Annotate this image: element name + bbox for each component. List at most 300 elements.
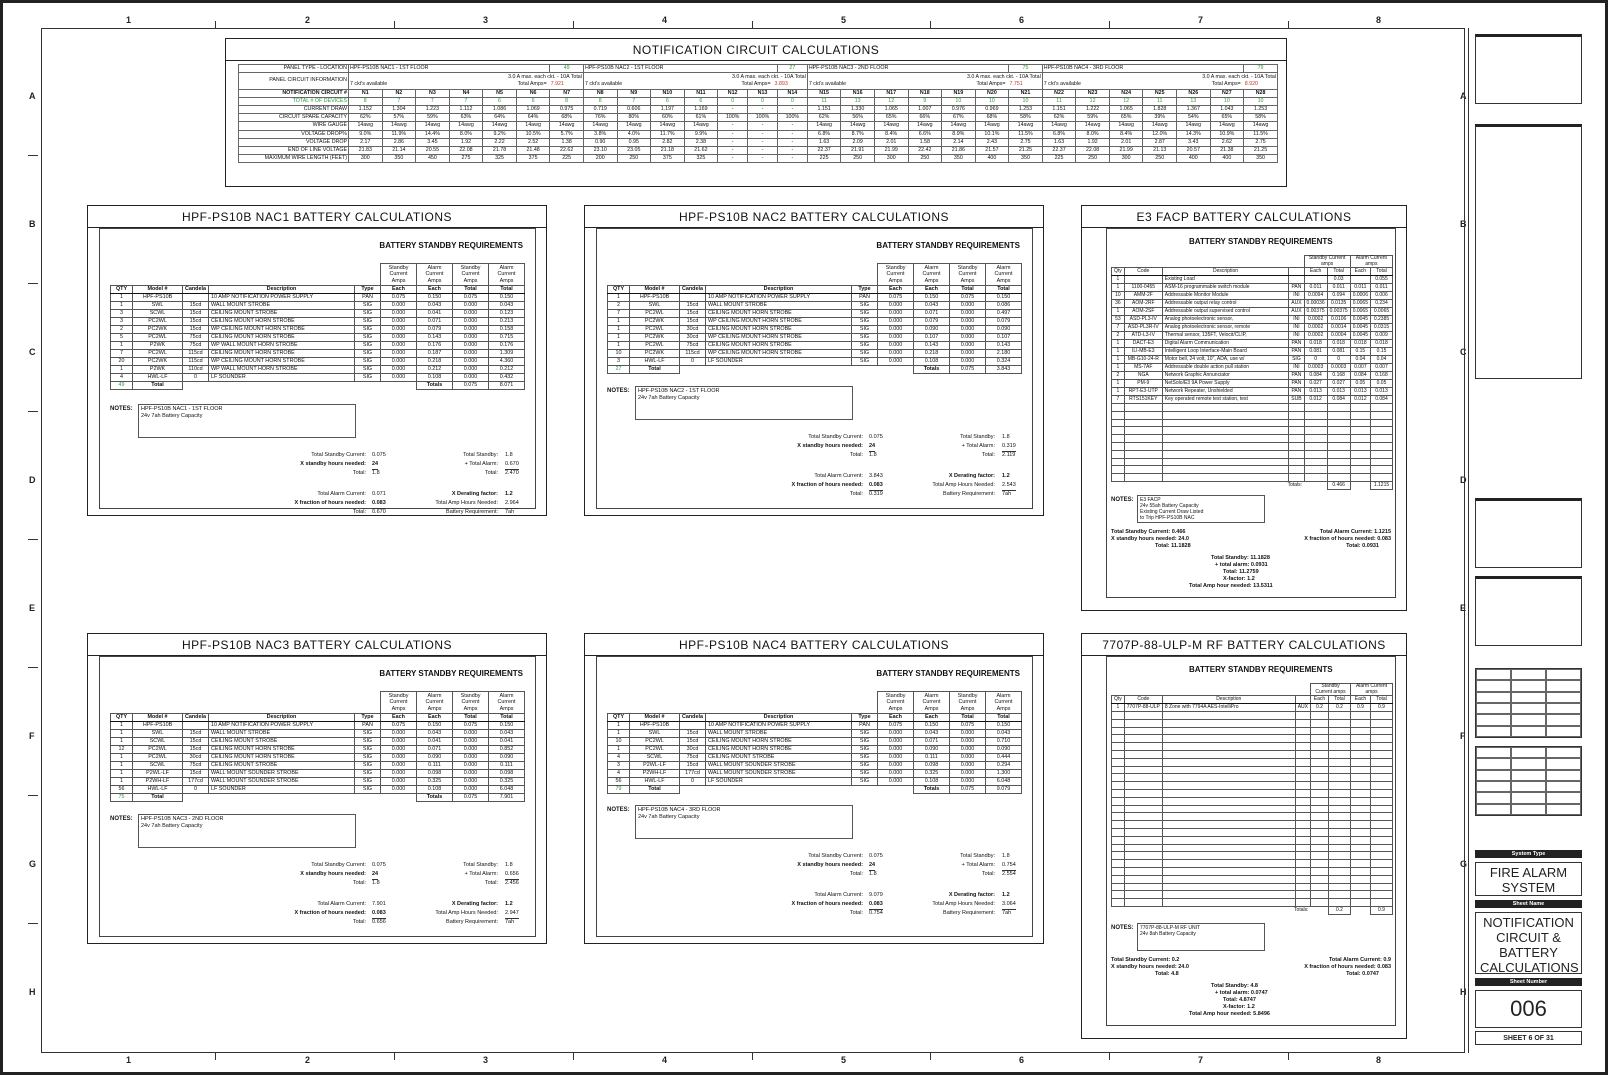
nc-device-count: 79 [1244, 65, 1278, 73]
grid-row-right: H [1460, 987, 1467, 997]
nc-cell: 0.976 [942, 105, 976, 113]
table-cell: INI [1289, 316, 1304, 324]
table-cell: 4 [608, 770, 630, 778]
nc-cell: N2 [382, 89, 416, 97]
grid-tick [1288, 1053, 1289, 1060]
table-cell: 0.012 [1350, 396, 1370, 404]
table-cell: 0.043 [914, 730, 950, 738]
table-cell: Thermal sensor, 135FT, Velocit/CLIP, [1162, 332, 1288, 340]
summary-left: Total: 11.1828 [1155, 543, 1191, 549]
table-row [608, 342, 1022, 350]
table-header-cell: Each [914, 714, 950, 722]
grid-col-bottom: 1 [126, 1055, 132, 1065]
table-header-cell: Model # [133, 286, 183, 294]
table-cell: 115cd [680, 350, 706, 358]
summary-middle: Total: 4.8747 [1223, 997, 1256, 1003]
table-cell: HWL-LF [630, 358, 680, 366]
table-cell: SIG [355, 730, 381, 738]
table-cell: 0.090 [417, 754, 453, 762]
totals-standby: 0.466 [1327, 481, 1350, 489]
table-cell: 0.150 [417, 722, 453, 730]
grid-tick [930, 21, 931, 28]
table-header-cell: Alarm Current Amps [986, 264, 1022, 286]
nc-total-amps [742, 81, 788, 88]
note-line: HPF-PS10B NAC2 - 1ST FLOOR [638, 388, 720, 395]
table-cell: 0.000 [453, 374, 489, 382]
table-cell: 0.090 [914, 746, 950, 754]
table-cell: 0.000 [950, 738, 986, 746]
nc-data-row [239, 122, 1278, 130]
table-cell: 0.027 [1327, 380, 1350, 388]
table-cell: 4 [111, 374, 133, 382]
table-header-cell: Model # [133, 714, 183, 722]
table-header-cell: Total [986, 714, 1022, 722]
table-row [608, 334, 1022, 342]
nc-cell: 14awg [483, 122, 517, 130]
e3-panel [1081, 205, 1407, 611]
grid-tick [1109, 21, 1110, 28]
e3-inner [1106, 228, 1396, 598]
nc-cell: 11 [1042, 97, 1076, 105]
rf-notes-label: NOTES: [1111, 925, 1134, 931]
nc-cell: N28 [1244, 89, 1278, 97]
table-cell: PC2WL [630, 738, 680, 746]
table-header-cell: Alarm Current amps [1350, 256, 1392, 268]
summary-label: Battery Requirement: [943, 491, 995, 498]
nc-circuit-info: 3.0 A max. each ckt. - 10A Total [349, 73, 584, 81]
nc-cell: 5.7% [550, 130, 584, 138]
summary-middle: X-factor: 1.2 [1223, 576, 1255, 582]
table-header-cell: Description [209, 714, 355, 722]
table-cell: 0.000 [381, 754, 417, 762]
table-row-empty [1112, 466, 1393, 474]
nc-cell: 400 [1210, 155, 1244, 163]
nc-cell: 1.222 [1076, 105, 1110, 113]
nc-cell: 14.4% [416, 130, 450, 138]
table-header-cell: Standby Current amps [1311, 684, 1351, 696]
table-row [111, 770, 525, 778]
table-row-empty [1112, 860, 1393, 868]
table-cell: RPT-E3-UTP [1124, 388, 1162, 396]
table-cell: 1 [608, 334, 630, 342]
table-cell: LF SOUNDER [706, 358, 852, 366]
notification-circuit-panel [225, 38, 1287, 187]
nc-cell: 1.330 [841, 105, 875, 113]
table-cell: 0.000 [950, 326, 986, 334]
grid-col-top: 6 [1019, 15, 1025, 25]
nc-cell: N19 [942, 89, 976, 97]
table-cell: SIG [355, 366, 381, 374]
table-header-cell: Candela [183, 286, 209, 294]
grid-row-left: E [29, 603, 36, 613]
summary-label: Total: [849, 871, 863, 878]
table-cell: 4.360 [489, 358, 525, 366]
nc-total-amps-value: 8.920 [1244, 81, 1258, 88]
table-cell: 0.000 [453, 786, 489, 794]
nc-cell: 6 [651, 97, 685, 105]
table-cell: 7 [1112, 324, 1125, 332]
table-cell: WP CEILING MOUNT HORN STROBE [706, 334, 852, 342]
summary-value: 2.554 [1002, 871, 1016, 878]
nc-total-amps [976, 81, 1022, 88]
grid-tick [394, 1053, 395, 1060]
nc-cell: 21.78 [483, 146, 517, 154]
summary-value: 24 [869, 861, 875, 871]
table-cell: 0.041 [489, 738, 525, 746]
summary-value: 1.8 [505, 451, 513, 458]
table-row-empty [1112, 735, 1393, 743]
nc-cell: 325 [483, 155, 517, 163]
table-cell: 0.325 [489, 778, 525, 786]
table-cell: 0.000 [453, 310, 489, 318]
summary-left: X standby hours needed: 24.0 [1111, 536, 1189, 542]
totals-standby: 0.075 [453, 794, 489, 802]
table-header-2 [608, 286, 1022, 294]
table-cell: 30cd [680, 326, 706, 334]
table-cell: 0.0315 [1371, 324, 1393, 332]
table-cell: SCWL [133, 310, 183, 318]
sheet-name-label: Sheet Name [1475, 900, 1582, 908]
table-cell: 1 [608, 730, 630, 738]
table-cell: 0.012 [1304, 396, 1327, 404]
nac3-device-table [110, 691, 525, 802]
summary-label: Total: [352, 919, 366, 926]
table-cell: 0.075 [950, 294, 986, 302]
table-cell: 0.000 [453, 358, 489, 366]
nc-cell: 21.25 [1009, 146, 1043, 154]
tb-box-1 [1475, 34, 1582, 104]
table-cell: HPF-PS10B [133, 722, 183, 730]
table-cell: 0.0106 [1327, 316, 1350, 324]
table-header-cell: Total [453, 714, 489, 722]
nc-cell: 350 [1244, 155, 1278, 163]
table-cell: 0.0135 [1327, 300, 1350, 308]
grid-tick [752, 1053, 753, 1060]
table-cell: 0.168 [1371, 372, 1393, 380]
table-header-cell: Standby Current Amps [878, 264, 914, 286]
nc-cell: - [718, 138, 748, 146]
nc-cell: 1.63 [1042, 138, 1076, 146]
nc-cell: 59% [1076, 114, 1110, 122]
table-cell: 1 [1112, 284, 1125, 292]
table-cell: SIG [355, 746, 381, 754]
nc-row-label: NOTIFICATION CIRCUIT # [239, 89, 349, 97]
table-cell: WP CEILING MOUNT HORN STROBE [706, 318, 852, 326]
summary-label: X Derating factor: [451, 490, 498, 497]
table-header-cell: QTY [111, 286, 133, 294]
totals-label: Totals: [1294, 907, 1309, 914]
table-cell: 1 [111, 762, 133, 770]
table-cell: 2 [608, 302, 630, 310]
grid-row-left: G [29, 859, 37, 869]
table-cell: 0.071 [914, 738, 950, 746]
table-cell [1350, 276, 1370, 284]
nc-cell: 8 [349, 97, 383, 105]
nc-cell: 1.043 [1210, 105, 1244, 113]
table-cell: PAN [355, 294, 381, 302]
table-cell: 0.000 [878, 334, 914, 342]
table-cell: 1 [111, 366, 133, 374]
table-cell: SWL [133, 730, 183, 738]
table-cell: SIG [355, 770, 381, 778]
nc-total-amps-value: 7.921 [550, 81, 564, 88]
table-cell: 0 [680, 358, 706, 366]
table-cell: WP WALL MOUNT HORN STROBE [209, 342, 355, 350]
table-cell: 0.000 [453, 762, 489, 770]
summary-label: Total Amp Hours Needed: [932, 482, 995, 489]
table-cell: 0.013 [1327, 388, 1350, 396]
table-row [608, 738, 1022, 746]
table-cell: 0.107 [914, 334, 950, 342]
table-header-1 [608, 692, 1022, 714]
table-cell: 0.000 [878, 778, 914, 786]
table-cell: 0.108 [914, 778, 950, 786]
table-cell: Motor bell, 24 volt, 10", ADA, use w/ [1162, 356, 1288, 364]
table-cell: ASM-16 programmable switch module [1162, 284, 1288, 292]
nc-cell: 300 [1109, 155, 1143, 163]
nc-cell: N26 [1177, 89, 1211, 97]
nc-row-label: PANEL CIRCUIT INFORMATION [239, 73, 349, 89]
nc-cell: 2.09 [841, 138, 875, 146]
table-cell: 2 [1112, 332, 1125, 340]
table-cell: 0.000 [878, 342, 914, 350]
nc-cell: 2.22 [483, 138, 517, 146]
table-cell: 0.000 [453, 770, 489, 778]
nc-cell: 1.304 [382, 105, 416, 113]
total-label: Total [630, 786, 680, 794]
table-row [608, 730, 1022, 738]
table-cell: 15cd [680, 302, 706, 310]
nc-cell: 76% [583, 114, 617, 122]
table-cell: PC2WL [630, 326, 680, 334]
table-cell: 0.000 [950, 318, 986, 326]
nc-cell: N25 [1143, 89, 1177, 97]
table-header-cell: Alarm Current Amps [914, 264, 950, 286]
table-row [111, 318, 525, 326]
nc-cell: 21.99 [1109, 146, 1143, 154]
grid-col-bottom: 4 [662, 1055, 668, 1065]
table-cell: SIG [852, 350, 878, 358]
nc-cell: N20 [975, 89, 1009, 97]
nac3-title: HPF-PS10B NAC3 BATTERY CALCULATIONS [88, 634, 546, 656]
table-cell: 0.150 [417, 294, 453, 302]
table-header-2 [111, 286, 525, 294]
summary-value: 1.2 [505, 490, 513, 497]
nc-cell: 2.62 [1210, 138, 1244, 146]
summary-label: X standby hours needed: [797, 443, 863, 450]
totals-alarm: 8.071 [489, 382, 525, 390]
nc-cell: 350 [382, 155, 416, 163]
table-cell: SIG [355, 754, 381, 762]
table-cell: Network Repeater, Unshielded [1162, 388, 1288, 396]
table-cell: 0.079 [986, 318, 1022, 326]
table-cell: WALL MOUNT STROBE [706, 730, 852, 738]
table-cell: 0.013 [1304, 388, 1327, 396]
table-cell: 1 [1112, 276, 1125, 284]
table-cell: 0.0004 [1327, 332, 1350, 340]
nc-avail: 7 ckt's available [808, 81, 847, 88]
nc-cell: N11 [684, 89, 718, 97]
nc-cell: 0 [748, 97, 778, 105]
nc-cell: - [777, 122, 807, 130]
nc-cell: 1.223 [416, 105, 450, 113]
table-cell: CEILING MOUNT HORN STROBE [706, 738, 852, 746]
table-row [608, 746, 1022, 754]
nc-cell: 375 [651, 155, 685, 163]
table-row [111, 334, 525, 342]
table-header-1 [111, 692, 525, 714]
table-cell: 0.000 [381, 318, 417, 326]
grid-col-top: 2 [305, 15, 311, 25]
table-header-cell: Total [1327, 268, 1350, 276]
nac4-title: HPF-PS10B NAC4 BATTERY CALCULATIONS [585, 634, 1043, 656]
table-header-cell: Total [950, 714, 986, 722]
table-cell: 0.000 [381, 746, 417, 754]
rf-inner [1106, 656, 1396, 1026]
summary-label: Total: [352, 880, 366, 887]
nc-cell: N16 [841, 89, 875, 97]
nc-cell: 275 [449, 155, 483, 163]
table-cell: 1 [111, 738, 133, 746]
table-cell: 0.000 [453, 318, 489, 326]
table-header-cell: Total [489, 714, 525, 722]
summary-label: Total Standby: [960, 434, 995, 441]
table-cell: WP WALL MOUNT HORN STROBE [209, 366, 355, 374]
table-cell: 0.075 [453, 722, 489, 730]
summary-label: X standby hours needed: [300, 871, 366, 878]
nc-cell: 80% [617, 114, 651, 122]
table-cell: 0.000 [381, 786, 417, 794]
nc-cell: N1 [349, 89, 383, 97]
summary-label: + Total Alarm: [961, 443, 995, 450]
table-row [111, 786, 525, 794]
table-cell: CEILING MOUNT HORN STROBE [209, 754, 355, 762]
table-header-cell: Total [986, 286, 1022, 294]
table-cell: 0.000 [381, 334, 417, 342]
note-line: 24v 7ah Battery Capacity [638, 395, 700, 402]
nc-cell: 11.5% [1009, 130, 1043, 138]
nc-cell: 21.18 [651, 146, 685, 154]
table-cell: Addressable output relay control [1162, 300, 1288, 308]
total-label: Total [133, 794, 183, 802]
totals-alarm: 3.843 [986, 366, 1022, 374]
summary-value: 0.083 [869, 481, 883, 491]
nc-cell: 225 [1042, 155, 1076, 163]
table-cell: 0.187 [417, 350, 453, 358]
summary-middle: Total Amp hour needed: 5.8496 [1189, 1011, 1270, 1017]
nc-avail-cell [583, 81, 807, 89]
table-row [1112, 364, 1393, 372]
table-cell: 115cd [183, 358, 209, 366]
nc-cell: 325 [684, 155, 718, 163]
table-row [1112, 276, 1393, 284]
table-cell: 56 [608, 778, 630, 786]
summary-label: Battery Requirement: [943, 910, 995, 917]
table-cell: 0 [1327, 356, 1350, 364]
summary-label: X Derating factor: [451, 901, 498, 908]
table-cell: HPF-PS10B [630, 722, 680, 730]
table-cell: 0.107 [986, 334, 1022, 342]
table-cell: P2WH-LF [630, 770, 680, 778]
grid-tick [394, 21, 395, 28]
table-row-empty [1112, 419, 1393, 427]
table-cell: 0.000 [950, 746, 986, 754]
table-cell: SIG [852, 762, 878, 770]
nc-cell: 7 [617, 97, 651, 105]
table-header-cell: Model # [630, 286, 680, 294]
table-row [608, 350, 1022, 358]
summary-value: 1.2 [505, 901, 513, 908]
table-header-1 [111, 264, 525, 286]
table-cell: 0.324 [986, 358, 1022, 366]
table-row [111, 366, 525, 374]
table-cell: 1 [1112, 348, 1125, 356]
grid-tick [1288, 21, 1289, 28]
nc-cell: 60% [651, 114, 685, 122]
totals-label: Totals [914, 786, 950, 794]
table-cell: HPF-PS10B [133, 294, 183, 302]
table-header-cell: Code [1124, 268, 1162, 276]
summary-label: Total: [849, 452, 863, 459]
table-cell: INI [1289, 324, 1304, 332]
table-cell: 0.071 [417, 746, 453, 754]
table-cell: 0.325 [417, 778, 453, 786]
grid-tick [28, 155, 38, 156]
table-cell: 15cd [183, 738, 209, 746]
nc-cell: 68% [550, 114, 584, 122]
table-cell: 1 [111, 302, 133, 310]
nc-cell: 21.48 [516, 146, 550, 154]
table-row-empty [1112, 411, 1393, 419]
table-cell: 0.013 [1350, 388, 1370, 396]
table-cell: WALL MOUNT SOUNDER STROBE [706, 762, 852, 770]
nc-cell: 68% [975, 114, 1009, 122]
table-row [111, 730, 525, 738]
nc-cell: 62% [1042, 114, 1076, 122]
note-line: to Trip HPF-PS10B NAC [1140, 515, 1195, 521]
table-row [1112, 300, 1393, 308]
note-line: 24v 7ah Battery Capacity [141, 412, 203, 419]
table-cell: 0.000 [453, 754, 489, 762]
nac1-notes-label: NOTES: [110, 405, 133, 412]
nc-cell: 2.52 [516, 138, 550, 146]
table-header-cell: Standby Current Amps [950, 692, 986, 714]
table-cell: 0.150 [986, 722, 1022, 730]
table-cell: 0.027 [1304, 380, 1327, 388]
table-row [608, 762, 1022, 770]
table-cell: NGA [1124, 372, 1162, 380]
nc-cell: 100% [718, 114, 748, 122]
table-cell: 6.048 [986, 778, 1022, 786]
table-cell: 10 AMP NOTIFICATION POWER SUPPLY [209, 294, 355, 302]
table-cell: 0.000 [381, 358, 417, 366]
summary-value: 0.083 [372, 909, 386, 919]
table-cell: 1 [608, 294, 630, 302]
nc-cell: 1.367 [1177, 105, 1211, 113]
table-row-empty [1112, 758, 1393, 766]
table-cell: 115cd [183, 350, 209, 358]
summary-right: X fraction of hours needed: 0.083 [1304, 536, 1391, 542]
note-line: 24v 7ah Battery Capacity [638, 814, 700, 821]
summary-right: Total: 0.0931 [1346, 543, 1379, 549]
rf-bsr-title: BATTERY STANDBY REQUIREMENTS [1189, 665, 1333, 674]
table-cell: 177cd [183, 778, 209, 786]
table-row [1112, 340, 1393, 348]
nc-cell: 12 [874, 97, 908, 105]
nc-cell: 6.8% [807, 130, 841, 138]
table-cell: 0.213 [489, 318, 525, 326]
nc-panel-location: HPF-PS10B NAC2 - 1ST FLOOR [583, 65, 777, 73]
